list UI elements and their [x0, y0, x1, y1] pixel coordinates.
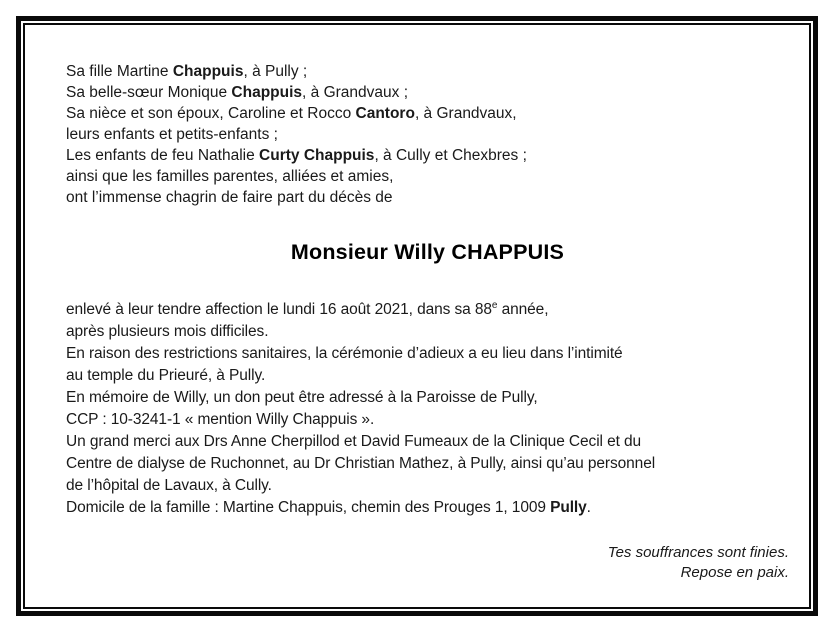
family-intro [66, 61, 789, 208]
notice-content [25, 25, 809, 583]
text-segment: année, [497, 301, 549, 318]
epitaph-line [66, 563, 789, 583]
intro-line [66, 103, 789, 124]
body-line [66, 409, 789, 431]
text-segment: En mémoire de Willy, un don peut être adressé à la Paroisse de Pully, [66, 389, 538, 406]
text-segment: au temple du Prieuré, à Pully. [66, 367, 266, 384]
text-segment: . [586, 499, 591, 516]
intro-line [66, 82, 789, 103]
text-segment: ont l’immense chagrin de faire part du décès de [66, 189, 393, 206]
text-segment: de l’hôpital de Lavaux, à Cully. [66, 477, 272, 494]
intro-line [66, 124, 789, 145]
text-segment: Un grand merci aux Drs Anne Cherpillod et David Fumeaux de la Clinique Cecil et du [66, 433, 642, 450]
text-segment: leurs enfants et petits-enfants ; [66, 126, 278, 143]
text-segment: , à Grandvaux ; [302, 84, 409, 101]
body-line [66, 365, 789, 387]
epitaph [66, 543, 789, 583]
body-line [66, 431, 789, 453]
outer-border-frame [16, 16, 818, 616]
text-segment: , à Cully et Chexbres ; [374, 147, 527, 164]
text-segment: Tes souffrances sont finies. [607, 544, 789, 561]
text-segment: Sa nièce et son époux, Caroline et Rocco [66, 105, 356, 122]
intro-line [66, 145, 789, 166]
text-segment: Repose en paix. [680, 564, 789, 581]
body-line [66, 343, 789, 365]
body-line [66, 321, 789, 343]
text-segment: En raison des restrictions sanitaires, la cérémonie d’adieux a eu lieu dans l’intimité [66, 345, 623, 362]
epitaph-line [66, 543, 789, 563]
text-segment: Les enfants de feu Nathalie [66, 147, 260, 164]
text-segment: après plusieurs mois difficiles. [66, 323, 269, 340]
text-segment: CCP : 10-3241-1 « mention Willy Chappuis ». [66, 411, 375, 428]
text-segment: ainsi que les familles parentes, alliées et amies, [66, 168, 394, 185]
text-segment: Sa fille Martine [66, 63, 173, 80]
text-segment: , à Grandvaux, [414, 105, 517, 122]
body-line [66, 453, 789, 475]
text-segment: Chappuis [172, 63, 244, 80]
text-segment: Sa belle-sœur Monique [66, 84, 232, 101]
inner-border-frame [23, 23, 811, 609]
body-line [66, 299, 789, 321]
deceased-name-title: Monsieur Willy CHAPPUIS [290, 240, 565, 264]
text-segment: Chappuis [231, 84, 303, 101]
text-segment: Centre de dialyse de Ruchonnet, au Dr Christian Mathez, à Pully, ainsi qu’au personnel [66, 455, 656, 472]
intro-line [66, 61, 789, 82]
text-segment: Curty Chappuis [259, 147, 375, 164]
text-segment: e [491, 299, 498, 311]
intro-line [66, 166, 789, 187]
text-segment: Domicile de la famille : Martine Chappuis, chemin des Prouges 1, 1009 [66, 499, 551, 516]
body-line [66, 497, 789, 519]
text-segment: Pully [550, 499, 587, 516]
body-line [66, 387, 789, 409]
text-segment: Cantoro [355, 105, 415, 122]
intro-line [66, 187, 789, 208]
text-segment: , à Pully ; [243, 63, 308, 80]
body-line [66, 475, 789, 497]
text-segment: enlevé à leur tendre affection le lundi 16 août 2021, dans sa 88 [66, 301, 492, 318]
notice-body [66, 299, 789, 519]
